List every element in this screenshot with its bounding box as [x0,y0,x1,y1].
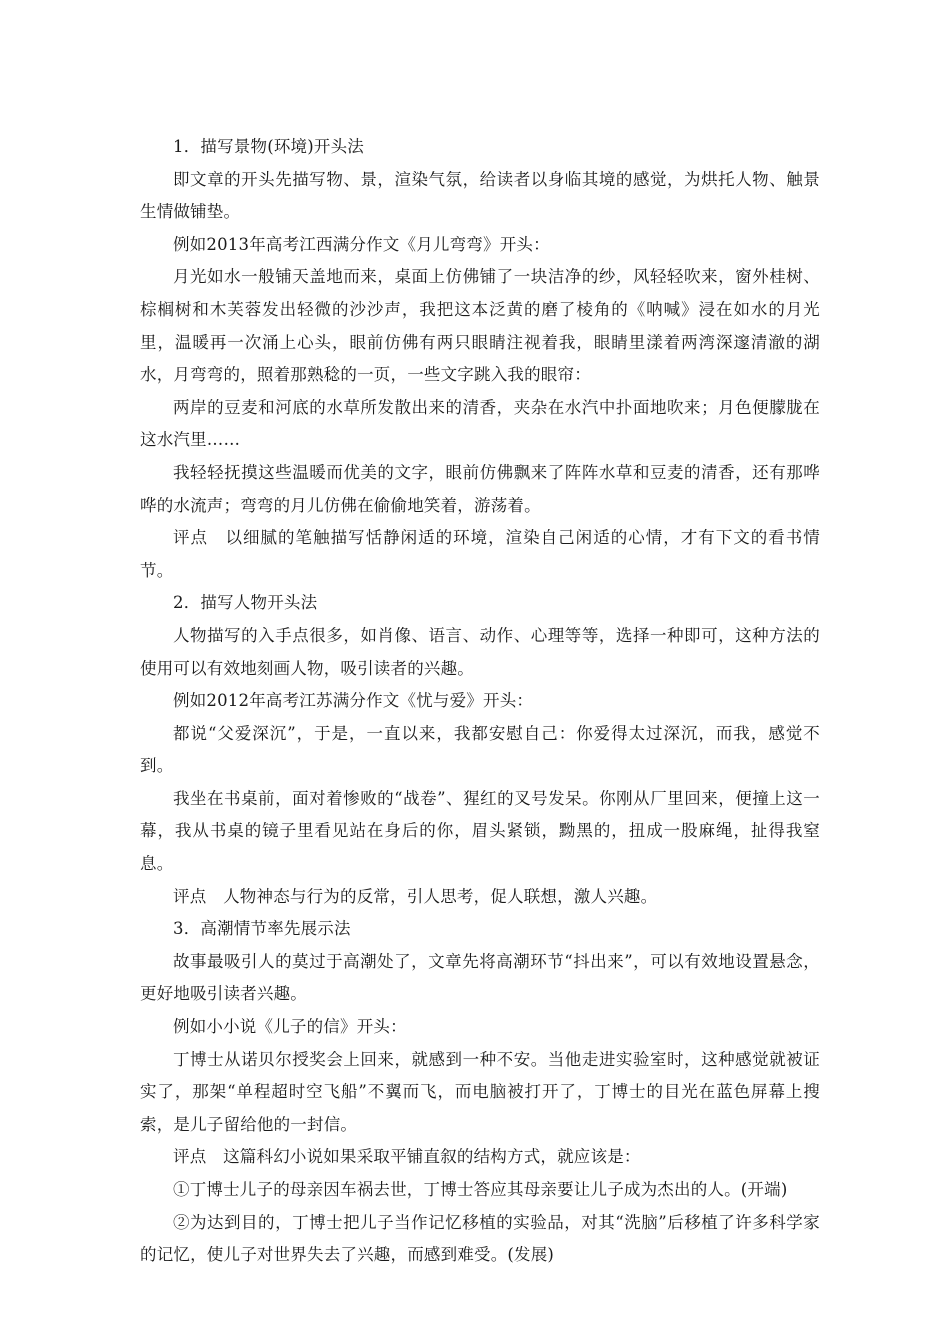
body-paragraph: 故事最吸引人的莫过于高潮处了，文章先将高潮环节“抖出来”，可以有效地设置悬念，更好地吸引读者兴趣。 [140,951,820,1004]
example-paragraph: 我坐在书桌前，面对着惨败的“战卷”、猩红的叉号发呆。你刚从厂里回来，便撞上这一幕，我从书桌的镜子里看见站在身后的你，眉头紧锁，黝黑的，扭成一股麻绳，扯得我窒息。 [140,788,820,874]
list-item: ②为达到目的，丁博士把儿子当作记忆移植的实验品，对其“洗脑”后移植了许多科学家的记忆，使儿子对世界失去了兴趣，而感到难受。(发展) [140,1212,820,1265]
section-heading-3: 3．高潮情节率先展示法 [173,919,351,939]
example-paragraph: 我轻轻抚摸这些温暖而优美的文字，眼前仿佛飘来了阵阵水草和豆麦的清香，还有那哗哗的水流声；弯弯的月儿仿佛在偷偷地笑着，游荡着。 [140,462,820,515]
document-body [140,131,820,1272]
example-paragraph: 丁博士从诺贝尔授奖会上回来，就感到一种不安。当他走进实验室时，这种感觉就被证实了，那架“单程超时空飞船”不翼而飞，而电脑被打开了，丁博士的目光在蓝色屏幕上搜索，是儿子留给他的一封信。 [140,1049,820,1134]
body-paragraph: 人物描写的入手点很多，如肖像、语言、动作、心理等等，选择一种即可，这种方法的使用可以有效地刻画人物，吸引读者的兴趣。 [140,625,820,678]
example-intro: 例如小小说《儿子的信》开头： [173,1017,407,1037]
section-heading-1: 1．描写景物(环境)开头法 [173,137,364,156]
example-intro: 例如2012年高考江苏满分作文《忧与爱》开头： [173,691,534,711]
body-paragraph: 即文章的开头先描写物、景，渲染气氛，给读者以身临其境的感觉，为烘托人物、触景生情做铺垫。 [140,169,820,222]
section-heading-2: 2．描写人物开头法 [173,593,318,613]
commentary-paragraph: 评点 以细腻的笔触描写恬静闲适的环境，渲染自己闲适的心情，才有下文的看书情节。 [140,528,820,580]
commentary-paragraph: 评点 这篇科幻小说如果采取平铺直叙的结构方式，就应该是： [173,1147,641,1167]
list-item: ①丁博士儿子的母亲因车祸去世，丁博士答应其母亲要让儿子成为杰出的人。(开端) [173,1180,788,1199]
commentary-paragraph: 评点 人物神态与行为的反常，引人思考，促人联想，激人兴趣。 [173,886,658,906]
example-intro: 例如2013年高考江西满分作文《月儿弯弯》开头： [173,234,550,254]
example-paragraph: 月光如水一般铺天盖地而来，桌面上仿佛铺了一块洁净的纱，风轻轻吹来，窗外桂树、棕榈树和木芙蓉发出轻微的沙沙声，我把这本泛黄的磨了棱角的《呐喊》浸在如水的月光里，温暖再一次涌上心头，眼前仿佛有两只眼睛注视着我，眼睛里漾着两湾深邃清澈的湖水，月弯弯的，照着那熟稔的一页，一些文字跳入我的眼帘： [140,267,820,385]
example-paragraph: 两岸的豆麦和河底的水草所发散出来的清香，夹杂在水汽中扑面地吹来；月色便朦胧在这水汽里…… [140,397,820,450]
example-paragraph: 都说“父爱深沉”，于是，一直以来，我都安慰自己：你爱得太过深沉，而我，感觉不到。 [140,723,820,776]
